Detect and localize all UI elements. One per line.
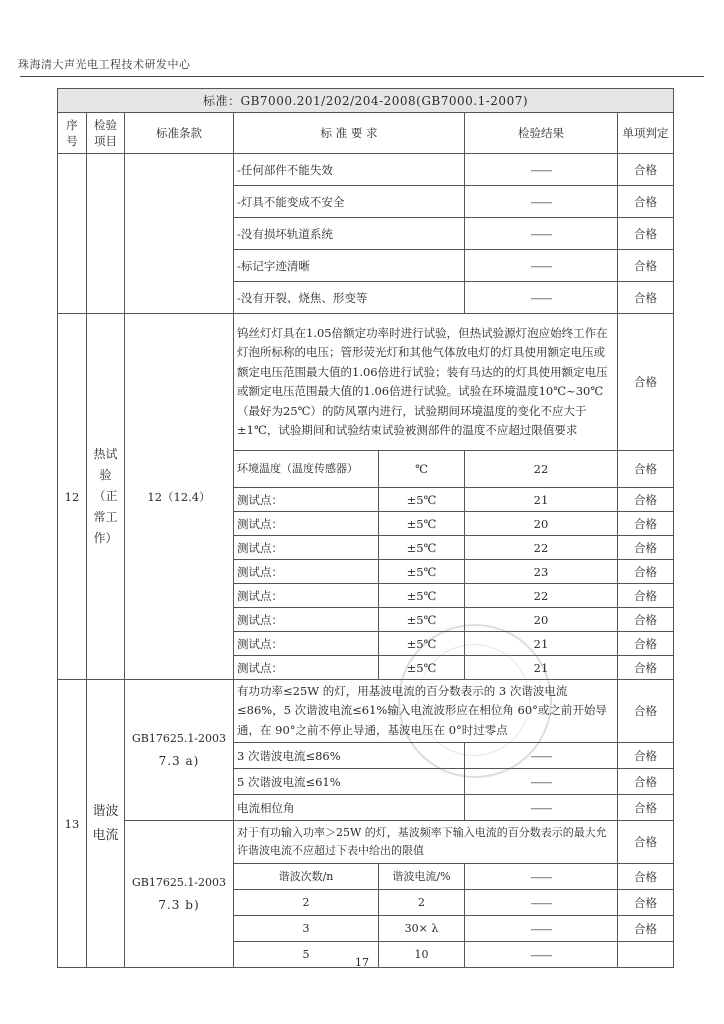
measure-limit: ±5℃: [379, 608, 465, 632]
table-row: [58, 314, 674, 451]
result-cell: ——: [465, 250, 618, 282]
page-header: 珠海清大声光电工程技术研发中心: [18, 58, 191, 71]
result-cell: ——: [465, 186, 618, 218]
measure-value: 21: [465, 488, 618, 512]
verdict-cell: 合格: [618, 154, 674, 186]
verdict-cell: 合格: [618, 451, 674, 488]
harmonic-order: 谐波次数/n: [234, 864, 379, 890]
requirement-cell: -灯具不能变成不安全: [234, 186, 465, 218]
result-cell: ——: [465, 769, 618, 795]
harmonic-limit: 10: [379, 942, 465, 968]
result-cell: ——: [465, 890, 618, 916]
verdict-cell: 合格: [618, 916, 674, 942]
measure-value: 23: [465, 560, 618, 584]
verdict-cell: 合格: [618, 282, 674, 314]
result-cell: ——: [465, 154, 618, 186]
verdict-cell: 合格: [618, 656, 674, 680]
result-cell: ——: [465, 795, 618, 821]
verdict-cell: 合格: [618, 250, 674, 282]
harmonic-limit: 30× λ: [379, 916, 465, 942]
verdict-cell: 合格: [618, 821, 674, 864]
clause-cell: [125, 821, 234, 968]
col-header-clause: 标准条款: [125, 113, 234, 154]
harmonic-limit: 2: [379, 890, 465, 916]
harmonic-order: 5: [234, 942, 379, 968]
measure-value: 20: [465, 512, 618, 536]
table-row: [58, 680, 674, 743]
header-rule: [20, 76, 704, 77]
table-row: [58, 154, 674, 186]
item-name: 谐波电流: [87, 680, 125, 968]
table-row: [58, 821, 674, 864]
measure-label: 测试点：: [234, 632, 379, 656]
col-header-no: 序号: [58, 113, 87, 154]
measure-label: 测试点：: [234, 656, 379, 680]
verdict-cell: 合格: [618, 632, 674, 656]
measure-label: 测试点：: [234, 608, 379, 632]
verdict-cell: 合格: [618, 608, 674, 632]
requirement-cell: -没有开裂、烧焦、形变等: [234, 282, 465, 314]
measure-limit: ±5℃: [379, 632, 465, 656]
measure-value: 21: [465, 656, 618, 680]
cont-clause-cell: [125, 154, 234, 314]
measure-label: 测试点：: [234, 560, 379, 584]
verdict-cell: 合格: [618, 890, 674, 916]
measure-value: 20: [465, 608, 618, 632]
result-cell: ——: [465, 743, 618, 769]
requirement-paragraph: 钨丝灯灯具在1.05倍额定功率时进行试验，但热试验源灯泡应始终工作在灯泡所标称的电压；管形荧光灯和其他气体放电灯的灯具使用额定电压或额定电压范围最大值的1.06倍进行试验；装有马达的的灯具使用额定电压或额定电压范围最大值的1.06倍进行试验。试验在环境温度10℃~30℃（最好为25℃）的防风罩内进行，试验期间环境温度的变化不应大于±1℃，试验期间和试验结束试验被测部件的温度不应超过限值要求: [234, 314, 618, 451]
verdict-cell: 合格: [618, 536, 674, 560]
requirement-cell: -没有损坏轨道系统: [234, 218, 465, 250]
measure-limit: ±5℃: [379, 536, 465, 560]
standard-label: 标准：GB7000.201/202/204-2008(GB7000.1-2007): [58, 89, 674, 113]
requirement-paragraph: 有功功率≤25W 的灯，用基波电流的百分数表示的 3 次谐波电流≤86%，5 次谐波电流≤61%输入电流波形应在相位角 60°或之前开始导通，在 90°之前不停止导通，基波电压在 0°时过零点: [234, 680, 618, 743]
measure-limit: ±5℃: [379, 488, 465, 512]
measure-value: 22: [465, 584, 618, 608]
verdict-cell: 合格: [618, 512, 674, 536]
harmonic-order: 2: [234, 890, 379, 916]
item-number: 12: [58, 314, 87, 680]
verdict-cell: 合格: [618, 795, 674, 821]
harmonic-limit: 谐波电流/%: [379, 864, 465, 890]
result-cell: ——: [465, 864, 618, 890]
measure-label: 测试点：: [234, 584, 379, 608]
verdict-cell: 合格: [618, 864, 674, 890]
measure-label: 5 次谐波电流≤61%: [234, 769, 465, 795]
clause-cell: 12（12.4）: [125, 314, 234, 680]
measure-limit: ±5℃: [379, 560, 465, 584]
measure-limit: ±5℃: [379, 656, 465, 680]
verdict-cell: 合格: [618, 743, 674, 769]
col-header-result: 检验结果: [465, 113, 618, 154]
result-cell: ——: [465, 942, 618, 968]
col-header-verdict: 单项判定: [618, 113, 674, 154]
clause-section: 7.3 b): [158, 898, 200, 912]
measure-label: 测试点：: [234, 536, 379, 560]
measure-value: 21: [465, 632, 618, 656]
measure-label: 测试点：: [234, 488, 379, 512]
measure-limit: ±5℃: [379, 512, 465, 536]
harmonic-order: 3: [234, 916, 379, 942]
clause-standard: GB17625.1-2003: [131, 876, 227, 889]
verdict-cell: 合格: [618, 769, 674, 795]
measure-label: 环境温度（温度传感器）: [234, 451, 379, 488]
item-number: 13: [58, 680, 87, 968]
verdict-cell: 合格: [618, 218, 674, 250]
clause-standard: GB17625.1-2003: [131, 732, 227, 745]
measure-value: 22: [465, 536, 618, 560]
requirement-cell: -标记字迹清晰: [234, 250, 465, 282]
verdict-cell: 合格: [618, 186, 674, 218]
col-header-requirement: 标 准 要 求: [234, 113, 465, 154]
measure-label: 测试点：: [234, 512, 379, 536]
cont-item-cell: [87, 154, 125, 314]
measure-value: 22: [465, 451, 618, 488]
verdict-cell: 合格: [618, 488, 674, 512]
measure-label: 3 次谐波电流≤86%: [234, 743, 465, 769]
clause-cell: [125, 680, 234, 821]
verdict-cell: 合格: [618, 584, 674, 608]
measure-limit: ℃: [379, 451, 465, 488]
requirement-paragraph: 对于有功输入功率＞25W 的灯，基波频率下输入电流的百分数表示的最大允许谐波电流不应超过下表中给出的限值: [234, 821, 618, 864]
item-name: 热试验（正常工作）: [87, 314, 125, 680]
clause-section: 7.3 a): [158, 754, 200, 768]
result-cell: ——: [465, 916, 618, 942]
measure-label: 电流相位角: [234, 795, 465, 821]
result-cell: ——: [465, 218, 618, 250]
requirement-cell: -任何部件不能失效: [234, 154, 465, 186]
verdict-cell: 合格: [618, 680, 674, 743]
measure-limit: ±5℃: [379, 584, 465, 608]
verdict-cell: 合格: [618, 314, 674, 451]
inspection-table: [57, 88, 674, 968]
page-number: 17: [355, 956, 369, 969]
result-cell: ——: [465, 282, 618, 314]
col-header-item: 检验项目: [87, 113, 125, 154]
verdict-cell: 合格: [618, 560, 674, 584]
header-row: [58, 113, 674, 154]
cont-no-cell: [58, 154, 87, 314]
